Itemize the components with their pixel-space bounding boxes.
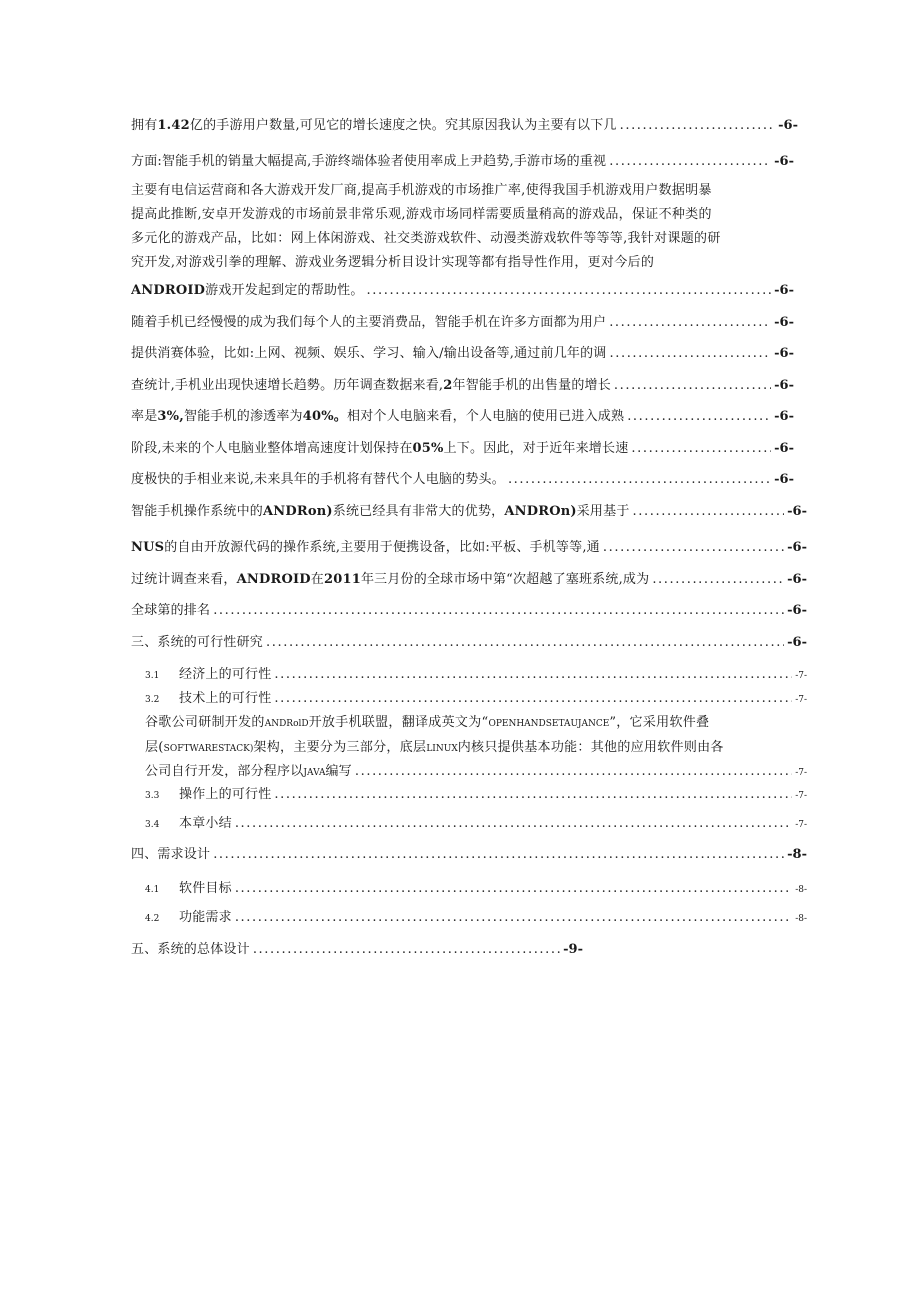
toc-entry-text: 本章小结 (179, 816, 232, 831)
page-number: -8- (795, 914, 807, 924)
toc-entry-text: 提供消赛体验，比如:上网、视频、娱乐、学习、输入/输出设备等,通过前几年的调 (131, 346, 607, 361)
section-number: 3.4 (145, 820, 160, 830)
toc-entry[interactable] (131, 471, 794, 488)
page-number: -6- (774, 315, 794, 330)
paragraph-line: 多元化的游戏产品，比如：网上体闲游戏、社交类游戏软件、动漫类游戏软件等等等,我针对课题的研 (131, 231, 721, 246)
toc-entry-text: 经济上的可行性 (179, 667, 272, 682)
page-number: -9- (563, 942, 583, 957)
leader-dots (610, 345, 772, 362)
page-number: -6- (774, 378, 794, 393)
page-number: -6- (787, 635, 807, 650)
toc-entry-text: 全球第的排名 (131, 603, 211, 618)
leader-dots (652, 571, 784, 588)
page-number: -6- (787, 504, 807, 519)
toc-entry[interactable] (131, 408, 794, 425)
toc-entry-text: 软件目标 (179, 881, 232, 896)
leader-dots (274, 666, 792, 683)
leader-dots (235, 909, 792, 926)
leader-dots (235, 880, 792, 897)
toc-entry-text: NUS的自由开放源代码的操作系统,主要用于便携设备，比如:平板、手机等等,通 (131, 540, 600, 555)
toc-entry[interactable] (131, 539, 807, 556)
leader-dots (620, 117, 776, 134)
toc-entry-text: 过统计调查来看，ANDROID在2011年三月份的全球市场中第“次超越了塞班系统,成为 (131, 572, 650, 587)
page-number: -6- (787, 540, 807, 555)
toc-entry[interactable] (131, 440, 794, 457)
leader-dots (609, 314, 771, 331)
toc-entry-text: 技术上的可行性 (179, 691, 272, 706)
toc-heading-text: 五、系统的总体设计 (131, 942, 250, 957)
toc-subentry[interactable] (145, 666, 807, 685)
leader-dots (213, 602, 784, 619)
leader-dots (274, 786, 792, 803)
page-number: -6- (774, 409, 794, 424)
leader-dots (266, 634, 784, 651)
toc-heading[interactable] (131, 941, 583, 958)
toc-subentry[interactable] (145, 909, 807, 928)
toc-subentry[interactable] (145, 880, 807, 899)
toc-entry-text: 拥有1.42亿的手游用户数量,可见它的增长速度之快。究其原因我认为主要有以下几 (131, 118, 617, 133)
toc-subentry[interactable] (145, 815, 807, 834)
toc-subentry[interactable] (145, 786, 807, 805)
leader-dots (614, 377, 771, 394)
leader-dots (631, 440, 771, 457)
section-number: 3.1 (145, 671, 160, 681)
leader-dots (367, 282, 772, 299)
toc-entry[interactable] (131, 282, 794, 299)
paragraph-line: 层(SOFTWARESTACK)架构，主要分为三部分，底层LINUX内核只提供基本功能：其他的应用软件则由各 (145, 740, 724, 755)
page-number: -8- (795, 885, 807, 895)
leader-dots (253, 941, 560, 958)
toc-entry[interactable] (131, 345, 794, 362)
leader-dots (508, 471, 771, 488)
toc-entry-text: 智能手机操作系统中的ANDRon)系统已经具有非常大的优势，ANDROn)采用基于 (131, 504, 630, 519)
page-number: -6- (774, 441, 794, 456)
toc-entry[interactable] (145, 763, 807, 782)
page-number: -7- (795, 768, 807, 778)
page-number: -6- (778, 118, 798, 133)
leader-dots (633, 503, 785, 520)
toc-entry-text: 操作上的可行性 (179, 787, 272, 802)
page-number: -8- (787, 847, 807, 862)
paragraph-line: 提高此推断,安卓开发游戏的市场前景非常乐观,游戏市场同样需要质量稍高的游戏品，保证不种类的 (131, 207, 712, 222)
page-number: -7- (795, 791, 807, 801)
toc-entry-text: 查统计,手机业出现快速增长趋勢。历年调查数据来看,2年智能手机的出售量的增长 (131, 378, 611, 393)
paragraph-line: 谷歌公司研制开发的ANDRolD开放手机联盟，翻译成英文为“OPENHANDSETAUJANCE”，它采用软件叠 (145, 715, 710, 730)
section-number: 3.2 (145, 695, 160, 705)
section-number: 4.2 (145, 914, 160, 924)
paragraph-line: 主要有电信运营商和各大游戏开发厂商,提高手机游戏的市场推广率,使得我国手机游戏用户数据明暴 (131, 183, 712, 198)
leader-dots (213, 846, 784, 863)
leader-dots (603, 539, 784, 556)
leader-dots (274, 690, 792, 707)
page-number: -7- (795, 695, 807, 705)
toc-heading[interactable] (131, 846, 807, 863)
toc-entry-text: 随着手机已经慢慢的成为我们每个人的主要消费品，智能手机在许多方面都为用户 (131, 315, 607, 330)
toc-subentry[interactable] (145, 690, 807, 709)
page-number: -6- (774, 283, 794, 298)
section-number: 3.3 (145, 791, 160, 801)
page-number: -7- (795, 820, 807, 830)
leader-dots (627, 408, 771, 425)
toc-entry[interactable] (131, 503, 807, 520)
page-number: -6- (774, 346, 794, 361)
toc-entry[interactable] (131, 602, 807, 619)
toc-entry-text: 率是3%,智能手机的渗透率为40%。相对个人电脑来看，个人电脑的使用已进入成熟 (131, 409, 625, 424)
toc-entry[interactable] (131, 571, 807, 588)
section-number: 4.1 (145, 885, 160, 895)
toc-entry-text: 度极快的手相业来说,未来具年的手机将有替代个人电脑的势头。 (131, 472, 505, 487)
toc-entry-text: ANDROID游戏开发起到定的帮助性。 (131, 283, 364, 298)
toc-entry[interactable] (131, 117, 798, 134)
page-number: -6- (774, 472, 794, 487)
leader-dots (609, 153, 771, 170)
toc-heading-text: 四、需求设计 (131, 847, 211, 862)
page-number: -6- (774, 154, 794, 169)
leader-dots (355, 763, 792, 780)
page-number: -6- (787, 572, 807, 587)
toc-entry[interactable] (131, 314, 794, 331)
toc-entry-text: 方面:智能手机的销量大幅提高,手游终端体验者使用率成上尹趋势,手游市场的重视 (131, 154, 607, 169)
toc-heading-text: 三、系统的可行性研究 (131, 635, 264, 650)
paragraph-line: 究开发,对游戏引拳的理解、游戏业务逻辑分析目设计实现等都有指导性作用，更对今后的 (131, 255, 655, 270)
toc-entry-text: 公司自行开发，部分程序以JAVA编写 (145, 764, 352, 779)
toc-entry-text: 功能需求 (179, 910, 232, 925)
toc-heading[interactable] (131, 634, 807, 651)
toc-entry-paragraph[interactable] (131, 179, 811, 275)
toc-entry[interactable] (131, 153, 794, 170)
page-number: -7- (795, 671, 807, 681)
toc-entry[interactable] (131, 377, 794, 394)
page-number: -6- (787, 603, 807, 618)
toc-entry-paragraph[interactable] (145, 711, 813, 761)
toc-entry-text: 阶段,未来的个人电脑业整体增高速度计划保持在05%上下。因此，对于近年来增长速 (131, 441, 629, 456)
leader-dots (235, 815, 792, 832)
